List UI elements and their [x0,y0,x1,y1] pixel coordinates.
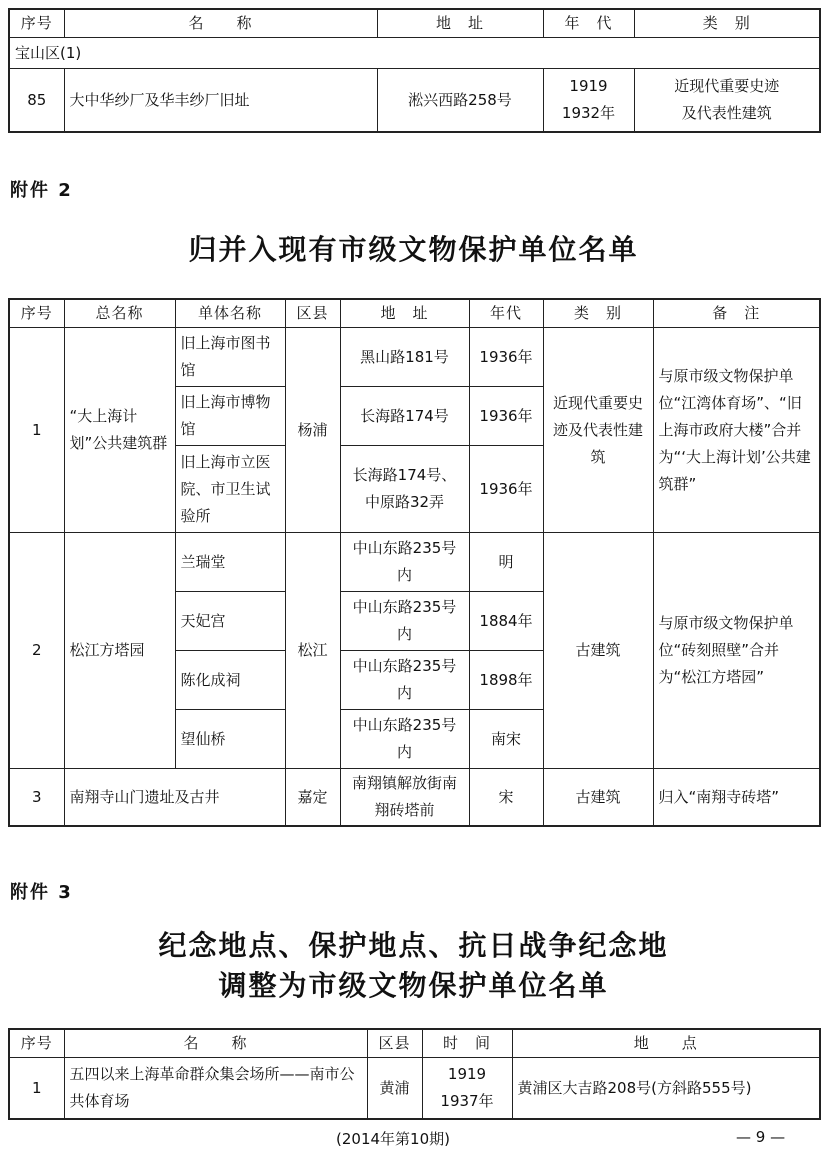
header-cell: 地 点 [512,1029,820,1058]
cell-category [634,69,820,133]
cell-group-name: 南翔寺山门遗址及古井 [64,769,285,827]
year-start: 1919 [569,77,608,95]
header-cell: 类 别 [634,9,820,38]
cell-address: 中山东路235号内 [340,651,469,710]
table-row [9,69,820,133]
attachment-3-label: 附件 3 [10,882,73,903]
header-cell: 区县 [285,299,340,328]
cell-no: 85 [9,69,64,133]
cell-district: 嘉定 [285,769,340,827]
table-attachment-1 [8,8,821,133]
attachment-2-label: 附件 2 [10,180,73,201]
cell-year: 宋 [469,769,543,827]
table-header-row [9,1029,820,1058]
cell-year: 1884年 [469,592,543,651]
attachment-3-title-line2: 调整为市级文物保护单位名单 [218,969,609,1002]
header-cell: 序号 [9,299,64,328]
cell-address: 淞兴西路258号 [377,69,543,133]
year-end: 1937年 [440,1092,494,1110]
category-line: 及代表性建筑 [681,104,772,122]
header-cell: 序号 [9,1029,64,1058]
header-cell: 年 代 [543,9,634,38]
cell-name: 大中华纱厂及华丰纱厂旧址 [64,69,377,133]
cell-note: 与原市级文物保护单位“江湾体育场”、“旧上海市政府大楼”合并为“‘大上海计划’公共建筑群” [653,328,820,533]
cell-address: 长海路174号、中原路32弄 [340,446,469,533]
header-cell: 类 别 [543,299,653,328]
cell-item-name: 望仙桥 [175,710,285,769]
cell-note: 归入“南翔寺砖塔” [653,769,820,827]
cell-year [543,69,634,133]
year-end: 1932年 [561,104,616,122]
header-cell: 年代 [469,299,543,328]
table-row [9,769,820,827]
cell-year: 南宋 [469,710,543,769]
header-cell: 地 址 [340,299,469,328]
cell-category: 近现代重要史迹及代表性建筑 [543,328,653,533]
header-cell: 序号 [9,9,64,38]
header-cell: 总名称 [64,299,175,328]
header-cell: 名 称 [64,9,377,38]
category-line: 近现代重要史迹 [674,77,780,95]
attachment-3-title-line1: 纪念地点、保护地点、抗日战争纪念地 [158,929,669,962]
cell-category: 古建筑 [543,533,653,769]
cell-item-name: 兰瑞堂 [175,533,285,592]
cell-category: 古建筑 [543,769,653,827]
cell-no: 1 [9,1058,64,1120]
cell-address: 中山东路235号内 [340,710,469,769]
header-cell: 时 间 [422,1029,512,1058]
cell-address: 中山东路235号内 [340,592,469,651]
header-cell: 地 址 [377,9,543,38]
table-attachment-3 [8,1028,821,1120]
header-cell: 名 称 [64,1029,367,1058]
issue-label: (2014年第10期) [336,1130,450,1148]
cell-item-name: 旧上海市博物馆 [175,387,285,446]
cell-address: 中山东路235号内 [340,533,469,592]
cell-district: 松江 [285,533,340,769]
cell-year [422,1058,512,1120]
table-attachment-2 [8,298,821,827]
page-number: — 9 — [736,1128,786,1146]
cell-address: 南翔镇解放街南翔砖塔前 [340,769,469,827]
cell-name: 五四以来上海革命群众集会场所——南市公共体育场 [64,1058,367,1120]
district-row [9,38,820,69]
cell-item-name: 旧上海市立医院、市卫生试验所 [175,446,285,533]
cell-no: 3 [9,769,64,827]
table-header-row [9,299,820,328]
attachment-2-title: 归并入现有市级文物保护单位名单 [188,233,639,266]
cell-item-name: 天妃宫 [175,592,285,651]
cell-district: 黄浦 [367,1058,422,1120]
header-cell: 备 注 [653,299,820,328]
cell-year: 1936年 [469,446,543,533]
cell-note: 与原市级文物保护单位“砖刻照壁”合并为“松江方塔园” [653,533,820,769]
table-row [9,533,820,592]
table-header-row [9,9,820,38]
year-start: 1919 [447,1065,487,1083]
cell-no: 1 [9,328,64,533]
header-cell: 单体名称 [175,299,285,328]
cell-year: 1898年 [469,651,543,710]
cell-place: 黄浦区大吉路208号(方斜路555号) [512,1058,820,1120]
cell-district: 杨浦 [285,328,340,533]
cell-item-name: 旧上海市图书馆 [175,328,285,387]
cell-item-name: 陈化成祠 [175,651,285,710]
header-cell: 区县 [367,1029,422,1058]
cell-year: 1936年 [469,328,543,387]
table-row [9,328,820,387]
cell-year: 明 [469,533,543,592]
table-row [9,1058,820,1120]
cell-year: 1936年 [469,387,543,446]
district-cell: 宝山区(1) [9,38,820,69]
cell-group-name: “大上海计划”公共建筑群 [64,328,175,533]
cell-address: 长海路174号 [340,387,469,446]
cell-address: 黑山路181号 [340,328,469,387]
cell-no: 2 [9,533,64,769]
cell-group-name: 松江方塔园 [64,533,175,769]
